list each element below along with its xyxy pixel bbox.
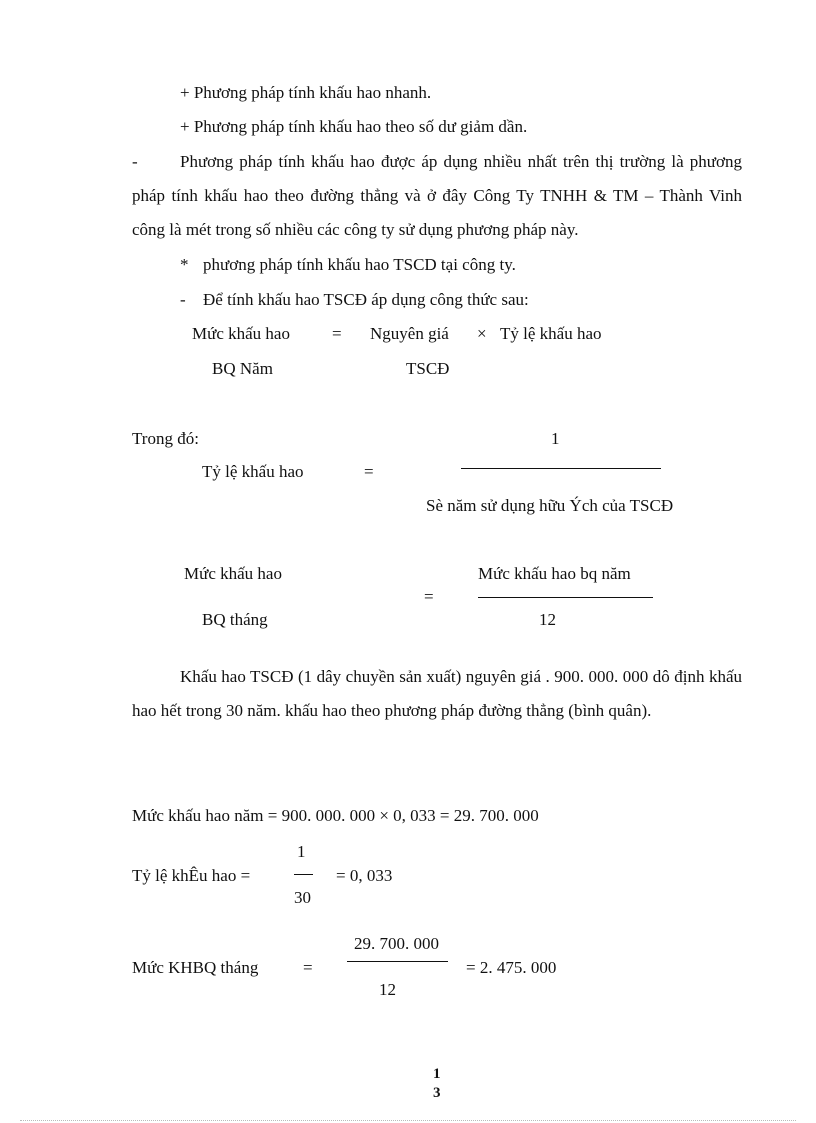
formula1-tscd: TSCĐ (406, 359, 450, 378)
calc3-denominator: 12 (379, 980, 396, 999)
calc1-annual-depreciation: Mức khấu hao năm = 900. 000. 000 × 0, 033 = 29. 700. 000 (132, 806, 539, 825)
formula3-equals: = (424, 587, 434, 606)
formula-intro-dash: - (180, 290, 186, 309)
calc2-lhs: Tỷ lệ khÊu hao = (132, 866, 251, 885)
straight-line-paragraph (132, 145, 742, 247)
formula3-denominator: 12 (539, 610, 556, 629)
formula1-original-cost: Nguyên giá (370, 324, 449, 343)
example-paragraph-text: Khấu hao TSCĐ (1 dây chuyền sản xuất) nguyên giá . 900. 000. 000 dô định khấu hao hết trong 30 năm. khấu hao theo phương pháp đường thẳng (bình quân). (132, 667, 742, 720)
calc3-numerator: 29. 700. 000 (354, 934, 439, 953)
example-paragraph (132, 660, 742, 728)
trong-do-label: Trong đó: (132, 429, 199, 448)
paragraph-text: Phương pháp tính khấu hao được áp dụng nhiều nhất trên thị trường là phương pháp tính khấu hao theo đường thẳng và ở đây Công Ty TNHH & TM – Thành Vinh công là mét trong số nhiều các công ty sử dụng phương pháp này. (132, 152, 742, 239)
method-declining-line: + Phương pháp tính khấu hao theo số dư giảm dần. (180, 117, 528, 136)
formula1-equals: = (332, 324, 342, 343)
calc3-result: = 2. 475. 000 (466, 958, 557, 977)
formula-intro-line: Để tính khấu hao TSCĐ áp dụng công thức sau: (203, 290, 529, 309)
formula3-numerator: Mức khấu hao bq năm (478, 564, 631, 583)
formula3-lhs-top: Mức khấu hao (184, 564, 282, 583)
formula1-rate: Tỷ lệ khấu hao (500, 324, 602, 343)
formula3-fraction-bar (478, 597, 653, 598)
formula2-denominator: Sè năm sử dụng hữu Ých của TSCĐ (426, 496, 674, 515)
formula2-fraction-bar (461, 468, 661, 469)
calc2-numerator: 1 (297, 842, 306, 861)
formula2-numerator: 1 (551, 429, 560, 448)
method-fast-line: + Phương pháp tính khấu hao nhanh. (180, 83, 432, 102)
formula1-times: × (477, 324, 487, 343)
calc3-lhs: Mức KHBQ tháng (132, 958, 259, 977)
calc3-equals: = (303, 958, 313, 977)
company-method-line: phương pháp tính khấu hao TSCD tại công ty. (203, 255, 516, 274)
calc2-denominator: 30 (294, 888, 311, 907)
calc2-result: = 0, 033 (336, 866, 393, 885)
page-number-bottom: 3 (433, 1085, 441, 1101)
paragraph-dash: - (132, 152, 138, 171)
calc3-fraction-bar (347, 961, 448, 962)
formula2-equals: = (364, 462, 374, 481)
formula3-lhs-bottom: BQ tháng (202, 610, 268, 629)
page-bottom-border (20, 1120, 796, 1121)
formula1-lhs-bottom: BQ Năm (212, 359, 273, 378)
formula2-lhs: Tỷ lệ khấu hao (202, 462, 304, 481)
calc2-fraction-bar (294, 874, 313, 875)
page-number-top: 1 (433, 1066, 441, 1082)
company-method-bullet: * (180, 255, 189, 274)
formula1-lhs-top: Mức khấu hao (192, 324, 290, 343)
